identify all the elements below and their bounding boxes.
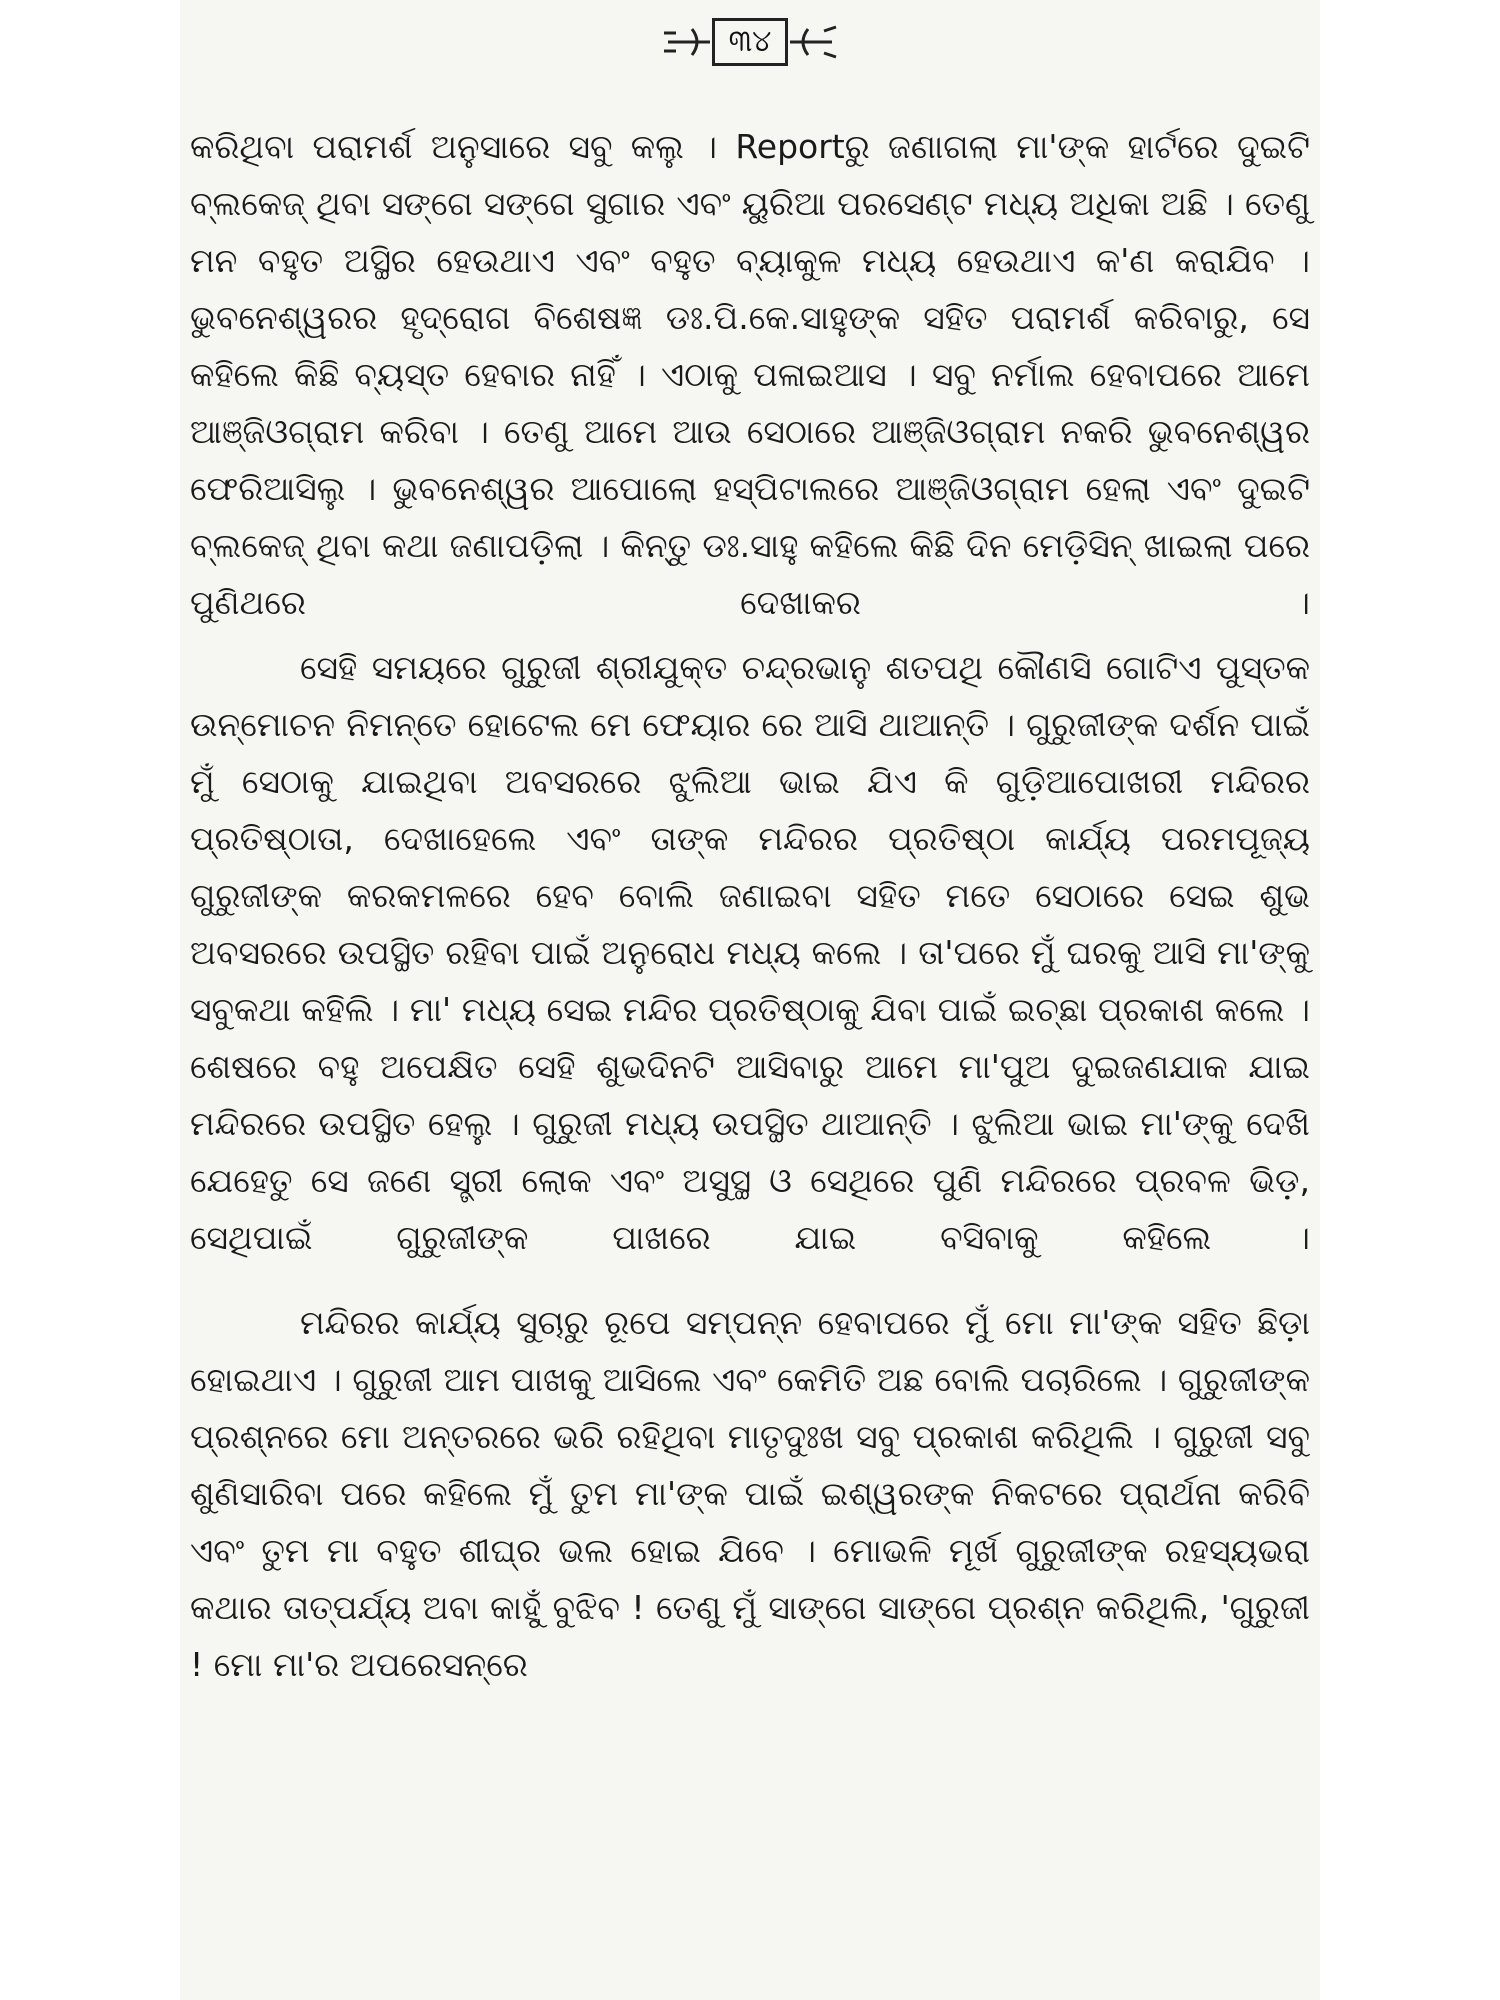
book-page [180,0,1320,2000]
paragraph-2: ସେହି ସମୟରେ ଗୁରୁଜୀ ଶ୍ରୀଯୁକ୍ତ ଚନ୍ଦ୍ରଭାନୁ ଶତପଥି କୌଣସି ଗୋଟିଏ ପୁସ୍ତକ ଉନ୍ମୋଚନ ନିମନ୍ତେ ହୋଟେଲ ମେ ଫେୟାର ରେ ଆସି ଥାଆନ୍ତି । ଗୁରୁଜୀଙ୍କ ଦର୍ଶନ ପାଇଁ ମୁଁ ସେଠାକୁ ଯାଇଥିବା ଅବସରରେ ଝୁଲିଆ ଭାଇ ଯିଏ କି ଗୁଡ଼ିଆପୋଖରୀ ମନ୍ଦିରର ପ୍ରତିଷ୍ଠାତା, ଦେଖାହେଲେ ଏବଂ ତାଙ୍କ ମନ୍ଦିରର ପ୍ରତିଷ୍ଠା କାର୍ଯ୍ୟ ପରମପୂଜ୍ୟ ଗୁରୁଜୀଙ୍କ କରକମଳରେ ହେବ ବୋଲି ଜଣାଇବା ସହିତ ମତେ ସେଠାରେ ସେଇ ଶୁଭ ଅବସରରେ ଉପସ୍ଥିତ ରହିବା ପାଇଁ ଅନୁରୋଧ ମଧ୍ୟ କଲେ । ତା'ପରେ ମୁଁ ଘରକୁ ଆସି ମା'ଙ୍କୁ ସବୁକଥା କହିଲି । ମା' ମଧ୍ୟ ସେଇ ମନ୍ଦିର ପ୍ରତିଷ୍ଠାକୁ ଯିବା ପାଇଁ ଇଚ୍ଛା ପ୍ରକାଶ କଲେ । ଶେଷରେ ବହୁ ଅପେକ୍ଷିତ ସେହି ଶୁଭଦିନଟି ଆସିବାରୁ ଆମେ ମା'ପୁଅ ଦୁଇଜଣଯାକ ଯାଇ ମନ୍ଦିରରେ ଉପସ୍ଥିତ ହେଲୁ । ଗୁରୁଜୀ ମଧ୍ୟ ଉପସ୍ଥିତ ଥାଆନ୍ତି । ଝୁଲିଆ ଭାଇ ମା'ଙ୍କୁ ଦେଖି ଯେହେତୁ ସେ ଜଣେ ସ୍ତ୍ରୀ ଲୋକ ଏବଂ ଅସୁସ୍ଥ ଓ ସେଥିରେ ପୁଣି ମନ୍ଦିରରେ ପ୍ରବଳ ଭିଡ଼, ସେଥିପାଇଁ ଗୁରୁଜୀଙ୍କ ପାଖରେ ଯାଇ ବସିବାକୁ କହିଲେ । [190,648,1310,1257]
page-number: ୩୪ [712,18,789,66]
paragraph-1: କରିଥିବା ପରାମର୍ଶ ଅନୁସାରେ ସବୁ କଲୁ । Reportରୁ ଜଣାଗଲା ମା'ଙ୍କ ହାର୍ଟରେ ଦୁଇଟି ବ୍ଲକେଜ୍ ଥିବା ସଙ୍ଗେ ସଙ୍ଗେ ସୁଗାର ଏବଂ ୟୁରିଆ ପରସେଣ୍ଟ ମଧ୍ୟ ଅଧିକା ଅଛି । ତେଣୁ ମନ ବହୁତ ଅସ୍ଥିର ହେଉଥାଏ ଏବଂ ବହୁତ ବ୍ୟାକୁଳ ମଧ୍ୟ ହେଉଥାଏ କ'ଣ କରାଯିବ । ଭୁବନେଶ୍ୱରର ହୃଦ୍‌ରୋଗ ବିଶେଷଜ୍ଞ ଡଃ.ପି.କେ.ସାହୁଙ୍କ ସହିତ ପରାମର୍ଶ କରିବାରୁ, ସେ କହିଲେ କିଛି ବ୍ୟସ୍ତ ହେବାର ନାହିଁ । ଏଠାକୁ ପଳାଇଆସ । ସବୁ ନର୍ମାଲ ହେବାପରେ ଆମେ ଆଞ୍ଜିଓଗ୍ରାମ କରିବା । ତେଣୁ ଆମେ ଆଉ ସେଠାରେ ଆଞ୍ଜିଓଗ୍ରାମ ନକରି ଭୁବନେଶ୍ୱର ଫେରିଆସିଲୁ । ଭୁବନେଶ୍ୱର ଆପୋଲୋ ହସ୍‌ପିଟାଲରେ ଆଞ୍ଜିଓଗ୍ରାମ ହେଲା ଏବଂ ଦୁଇଟି ବ୍ଲକେଜ୍ ଥିବା କଥା ଜଣାପଡ଼ିଲା । କିନ୍ତୁ ଡଃ.ସାହୁ କହିଲେ କିଛି ଦିନ ମେଡ଼ିସିନ୍ ଖାଇଲା ପରେ ପୁଣିଥରେ ଦେଖାକର । [190,127,1310,622]
paragraph-3: ମନ୍ଦିରର କାର୍ଯ୍ୟ ସୁଚାରୁ ରୂପେ ସମ୍ପନ୍ନ ହେବାପରେ ମୁଁ ମୋ ମା'ଙ୍କ ସହିତ ଛିଡ଼ା ହୋଇଥାଏ । ଗୁରୁଜୀ ଆମ ପାଖକୁ ଆସିଲେ ଏବଂ କେମିତି ଅଛ ବୋଲି ପଚାରିଲେ । ଗୁରୁଜୀଙ୍କ ପ୍ରଶ୍ନରେ ମୋ ଅନ୍ତରରେ ଭରି ରହିଥିବା ମାତୃଦୁଃଖ ସବୁ ପ୍ରକାଶ କରିଥିଲି । ଗୁରୁଜୀ ସବୁ ଶୁଣିସାରିବା ପରେ କହିଲେ ମୁଁ ତୁମ ମା'ଙ୍କ ପାଇଁ ଇଶ୍ୱରଙ୍କ ନିକଟରେ ପ୍ରାର୍ଥନା କରିବି ଏବଂ ତୁମ ମା ବହୁତ ଶୀଘ୍ର ଭଲ ହୋଇ ଯିବେ । ମୋଭଳି ମୂର୍ଖ ଗୁରୁଜୀଙ୍କ ରହସ୍ୟଭରା କଥାର ତାତ୍ପର୍ଯ୍ୟ ଅବା କାହୁଁ ବୁଝିବ ! ତେଣୁ ମୁଁ ସାଙ୍ଗେ ସାଙ୍ଗେ ପ୍ରଶ୍ନ କରିଥିଲି, 'ଗୁରୁଜୀ ! ମୋ ମା'ର ଅପରେସନ୍‌ରେ [190,1303,1310,1684]
left-ornament-icon [662,25,712,59]
right-ornament-icon [788,25,838,59]
page-number-header [180,18,1320,66]
body-text [190,118,1310,1693]
